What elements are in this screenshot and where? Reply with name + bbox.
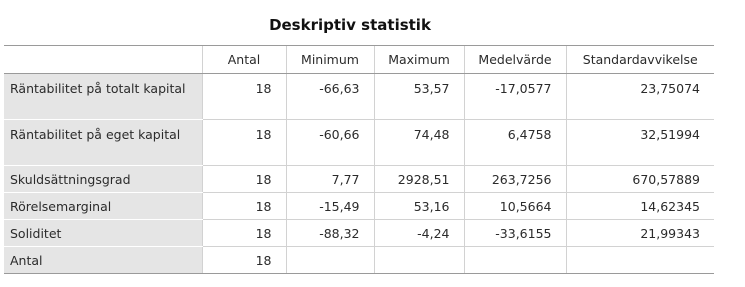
cell-maximum: 2928,51 [374, 166, 464, 193]
table-row [4, 120, 714, 166]
cell-maximum: -4,24 [374, 220, 464, 247]
corner-cell [4, 46, 202, 74]
row-label: Räntabilitet på totalt kapital [4, 74, 202, 120]
row-label: Antal [4, 247, 202, 274]
row-label: Räntabilitet på eget kapital [4, 120, 202, 166]
cell-minimum [286, 247, 374, 274]
cell-minimum: -66,63 [286, 74, 374, 120]
column-header-medelvarde: Medelvärde [464, 46, 566, 74]
column-header-antal: Antal [202, 46, 286, 74]
row-label: Skuldsättningsgrad [4, 166, 202, 193]
cell-standardavvikelse: 14,62345 [566, 193, 714, 220]
cell-maximum: 74,48 [374, 120, 464, 166]
cell-medelvarde: -33,6155 [464, 220, 566, 247]
descriptive-statistics-table [4, 45, 714, 274]
column-header-minimum: Minimum [286, 46, 374, 74]
row-label: Rörelsemarginal [4, 193, 202, 220]
table-row [4, 220, 714, 247]
cell-maximum: 53,16 [374, 193, 464, 220]
row-label: Soliditet [4, 220, 202, 247]
cell-antal: 18 [202, 120, 286, 166]
cell-antal: 18 [202, 166, 286, 193]
table-row [4, 247, 714, 274]
table-row [4, 193, 714, 220]
cell-minimum: -60,66 [286, 120, 374, 166]
cell-antal: 18 [202, 247, 286, 274]
cell-antal: 18 [202, 220, 286, 247]
cell-minimum: -15,49 [286, 193, 374, 220]
cell-maximum: 53,57 [374, 74, 464, 120]
table-row [4, 74, 714, 120]
cell-antal: 18 [202, 193, 286, 220]
cell-standardavvikelse: 670,57889 [566, 166, 714, 193]
cell-minimum: -88,32 [286, 220, 374, 247]
cell-medelvarde [464, 247, 566, 274]
cell-maximum [374, 247, 464, 274]
cell-standardavvikelse [566, 247, 714, 274]
cell-standardavvikelse: 21,99343 [566, 220, 714, 247]
cell-standardavvikelse: 23,75074 [566, 74, 714, 120]
cell-medelvarde: -17,0577 [464, 74, 566, 120]
cell-standardavvikelse: 32,51994 [566, 120, 714, 166]
cell-medelvarde: 263,7256 [464, 166, 566, 193]
header-row [4, 46, 714, 74]
cell-medelvarde: 6,4758 [464, 120, 566, 166]
cell-minimum: 7,77 [286, 166, 374, 193]
table-title: Deskriptiv statistik [269, 16, 431, 34]
column-header-standardavvikelse: Standardavvikelse [566, 46, 714, 74]
cell-medelvarde: 10,5664 [464, 193, 566, 220]
cell-antal: 18 [202, 74, 286, 120]
table-row [4, 166, 714, 193]
column-header-maximum: Maximum [374, 46, 464, 74]
